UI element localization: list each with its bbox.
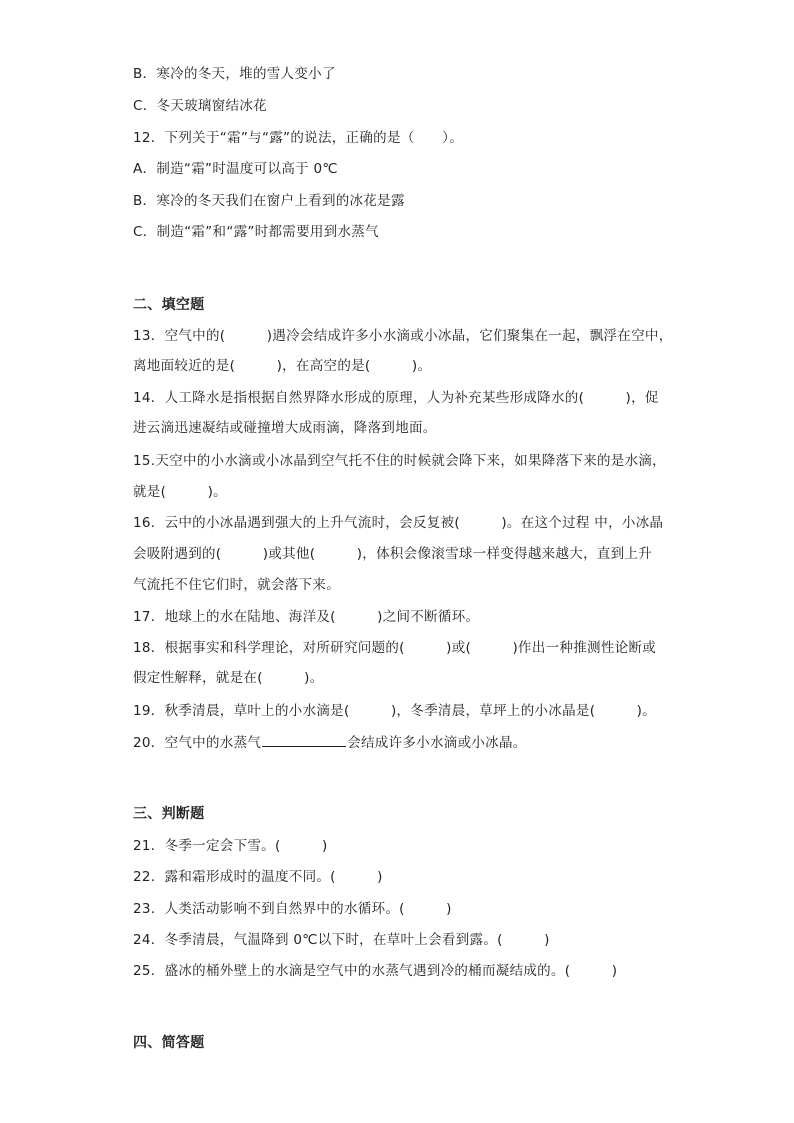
q11-option-b: B．寒冷的冬天，堆的雪人变小了 [133,66,336,82]
q22-line: 22．露和霜形成时的温度不同。( ) [133,869,383,885]
q18-line-1: 18．根据事实和科学理论，对所研究问题的( )或( )作出一种推测性论断或 [133,640,657,656]
section-heading-true-false: 三、判断题 [133,806,205,822]
q18-line-2: 假定性解释，就是在( )。 [133,670,324,686]
q15-line-1: 15.天空中的小水滴或小冰晶到空气托不住的时候就会降下来，如果降落下来的是水滴， [133,453,666,469]
q20-line [133,732,527,753]
q19-line: 19．秋季清晨，草叶上的小水滴是( )，冬季清晨，草坪上的小冰晶是( )。 [133,703,657,719]
q15-line-2: 就是( )。 [133,484,227,500]
q12-option-b: B．寒冷的冬天我们在窗户上看到的冰花是露 [133,193,405,209]
q16-line-3: 气流托不住它们时，就会落下来。 [133,577,340,593]
q20-suffix: 会结成许多小水滴或小冰晶。 [347,735,527,751]
q20-prefix: 20．空气中的水蒸气 [133,735,262,751]
q17-line: 17．地球上的水在陆地、海洋及( )之间不断循环。 [133,609,480,625]
q14-line-2: 进云滴迅速凝结或碰撞增大成雨滴，降落到地面。 [133,420,437,436]
q25-line: 25．盛冰的桶外壁上的水滴是空气中的水蒸气遇到冷的桶而凝结成的。( ) [133,963,618,979]
q14-line-1: 14．人工降水是指根据自然界降水形成的原理，人为补充某些形成降水的( )，促 [133,390,659,406]
q13-line-2: 离地面较近的是( )，在高空的是( )。 [133,358,432,374]
q24-line: 24．冬季清晨，气温降到 0℃以下时，在草叶上会看到露。( ) [133,932,550,948]
q12-option-a: A．制造“霜”时温度可以高于 0℃ [133,161,338,177]
section-heading-fill-blank: 二、填空题 [133,297,205,313]
q11-option-c: C．冬天玻璃窗结冰花 [133,98,267,114]
q20-blank [262,732,346,747]
q16-line-1: 16．云中的小冰晶遇到强大的上升气流时，会反复被( )。在这个过程 中，小冰晶 [133,515,664,531]
q23-line: 23．人类活动影响不到自然界中的水循环。( ) [133,901,452,917]
q12-option-c: C．制造“霜”和“露”时都需要用到水蒸气 [133,224,379,240]
q16-line-2: 会吸附遇到的( )或其他( )，体积会像滚雪球一样变得越来越大，直到上升 [133,546,653,562]
q13-line-1: 13．空气中的( )遇冷会结成许多小水滴或小冰晶，它们聚集在一起，飘浮在空中， [133,328,673,344]
q21-line: 21．冬季一定会下雪。( ) [133,838,328,854]
section-heading-short-answer: 四、简答题 [133,1035,205,1051]
q12-stem: 12．下列关于“霜”与“露”的说法，正确的是（ ）。 [133,130,464,146]
